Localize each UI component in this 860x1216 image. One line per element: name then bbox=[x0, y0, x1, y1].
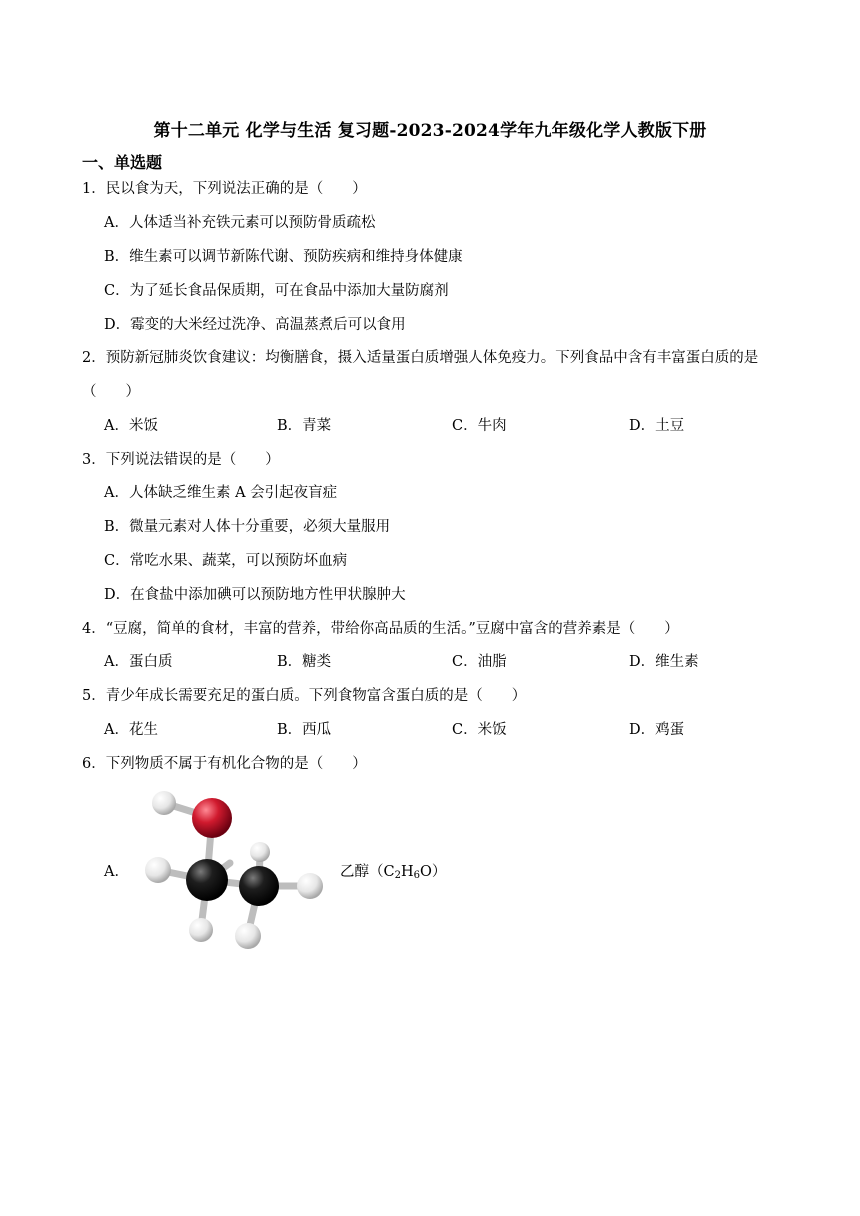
hydrogen-atom bbox=[145, 857, 171, 883]
option-d[interactable]: D．霉变的大米经过洗净、高温蒸煮后可以食用 bbox=[104, 317, 406, 333]
option-c[interactable]: C．为了延长食品保质期，可在食品中添加大量防腐剂 bbox=[104, 283, 449, 299]
option-a[interactable]: A．人体缺乏维生素 A 会引起夜盲症 bbox=[104, 485, 338, 501]
oxygen-atom bbox=[192, 798, 232, 838]
option-a[interactable]: A．蛋白质 bbox=[104, 654, 173, 670]
question-stem: 6．下列物质不属于有机化合物的是（ ） bbox=[82, 756, 367, 772]
option-b[interactable]: B．西瓜 bbox=[277, 722, 332, 738]
option-b[interactable]: B．维生素可以调节新陈代谢、预防疾病和维持身体健康 bbox=[104, 249, 463, 265]
option-a-caption: 乙醇$(C_2H_6O)$ bbox=[340, 864, 447, 881]
option-b[interactable]: B．糖类 bbox=[277, 654, 332, 670]
option-b[interactable]: B．微量元素对人体十分重要，必须大量服用 bbox=[104, 519, 391, 535]
option-c[interactable]: C．牛肉 bbox=[452, 418, 507, 434]
section-heading: 一、单选题 bbox=[82, 153, 163, 172]
document-title: 第十二单元 化学与生活 复习题-2023-2024学年九年级化学人教版下册 bbox=[153, 121, 707, 141]
question-stem: 4．“豆腐，简单的食材，丰富的营养，带给你高品质的生活。”豆腐中富含的营养素是（ ） bbox=[82, 621, 679, 637]
hydrogen-atom bbox=[297, 873, 323, 899]
carbon-atom bbox=[239, 866, 279, 906]
option-c[interactable]: C．油脂 bbox=[452, 654, 507, 670]
option-c[interactable]: C．米饭 bbox=[452, 722, 507, 738]
question-stem: 3．下列说法错误的是（ ） bbox=[82, 452, 280, 468]
option-c[interactable]: C．常吃水果、蔬菜，可以预防坏血病 bbox=[104, 553, 348, 569]
option-d[interactable]: D．土豆 bbox=[629, 418, 685, 434]
ethanol-molecule-image bbox=[130, 788, 330, 954]
hydrogen-atom bbox=[152, 791, 176, 815]
option-b[interactable]: B．青菜 bbox=[277, 418, 332, 434]
question-stem: 5．青少年成长需要充足的蛋白质。下列食物富含蛋白质的是（ ） bbox=[82, 688, 527, 704]
option-a[interactable]: A．花生 bbox=[104, 722, 158, 738]
hydrogen-atom bbox=[189, 918, 213, 942]
hydrogen-atom bbox=[235, 923, 261, 949]
hydrogen-atom bbox=[250, 842, 270, 862]
question-stem: 1．民以食为天，下列说法正确的是（ ） bbox=[82, 181, 367, 197]
question-stem: 2．预防新冠肺炎饮食建议：均衡膳食，摄入适量蛋白质增强人体免疫力。下列食品中含有丰富蛋白质的是（ ） bbox=[82, 350, 759, 400]
carbon-atom bbox=[186, 859, 228, 901]
option-d[interactable]: D．鸡蛋 bbox=[629, 722, 685, 738]
option-a[interactable]: A． bbox=[104, 864, 129, 880]
option-d[interactable]: D．维生素 bbox=[629, 654, 699, 670]
option-a[interactable]: A．人体适当补充铁元素可以预防骨质疏松 bbox=[104, 215, 376, 231]
option-a[interactable]: A．米饭 bbox=[104, 418, 158, 434]
option-d[interactable]: D．在食盐中添加碘可以预防地方性甲状腺肿大 bbox=[104, 587, 406, 603]
